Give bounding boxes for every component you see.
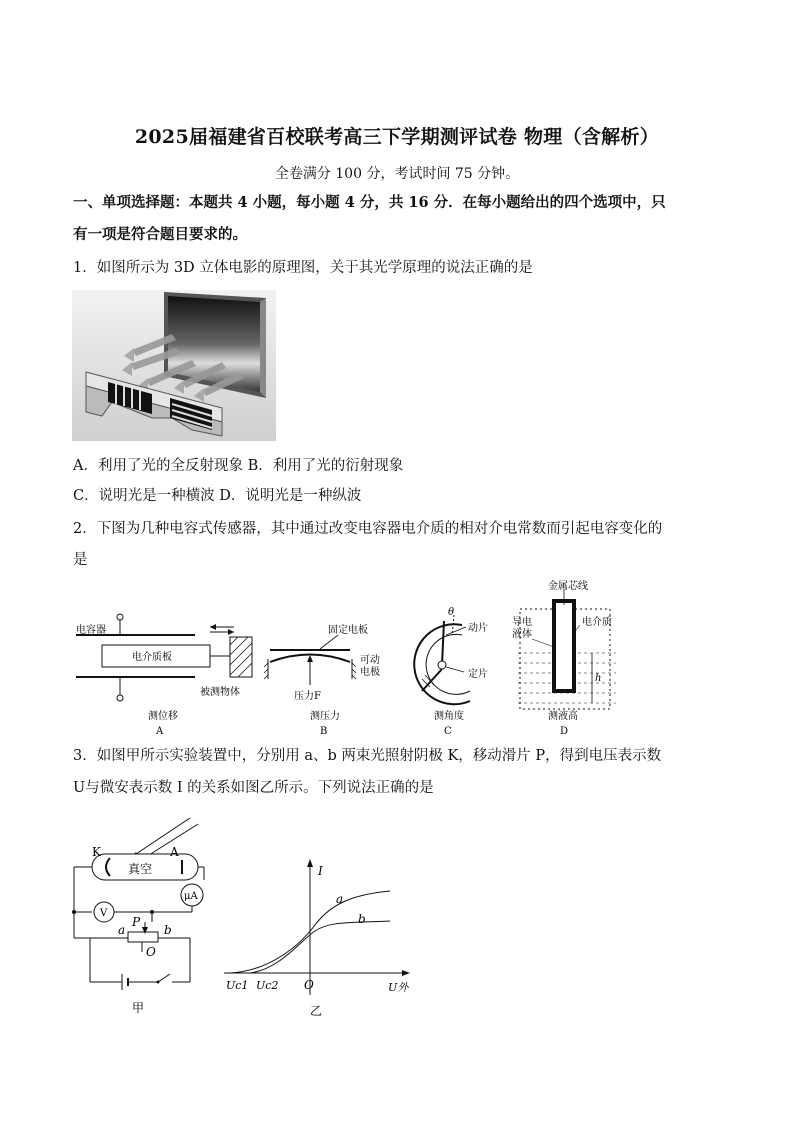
page-title: 2025届福建省百校联考高三下学期测评试卷 物理（含解析） (134, 126, 660, 148)
label-movable-1: 可动 (360, 655, 380, 666)
curve-b (250, 921, 390, 973)
label-movable-2: 电极 (360, 667, 380, 678)
caption-c: 测角度 (434, 711, 464, 722)
label-liquid-1: 导电 (512, 617, 532, 628)
axis-label-U: U外 (388, 981, 409, 994)
caption-jia: 甲 (132, 1001, 145, 1015)
caption-yi: 乙 (310, 1004, 323, 1018)
label-dielectric-d: 电介质 (582, 617, 612, 628)
q2-figure-a (76, 614, 252, 737)
section-heading-line1: 一、单项选择题：本题共 4 小题，每小题 4 分，共 16 分．在每小题给出的四个选项中，只 (73, 194, 666, 211)
letter-d: D (560, 726, 569, 737)
label-a-end: a (118, 923, 126, 937)
letter-a: A (156, 726, 164, 737)
question-3-stem-line2: U与微安表示数 I 的关系如图乙所示。下列说法正确的是 (73, 780, 434, 796)
q2-figure-d (512, 579, 616, 737)
letter-b: B (320, 726, 328, 737)
label-theta: θ (448, 607, 455, 618)
label-dielectric-plate: 电介质板 (132, 652, 172, 663)
caption-d: 测液高 (548, 711, 578, 722)
q2-figure-c (414, 607, 488, 737)
caption-b: 测压力 (310, 711, 340, 722)
label-liquid-2: 液体 (512, 629, 532, 640)
caption-a: 测位移 (148, 711, 178, 722)
question-2-stem-line1: 2．下图为几种电容式传感器，其中通过改变电容器电介质的相对介电常数而引起电容变化的 (73, 521, 663, 537)
question-3-stem-line1: 3．如图甲所示实验装置中，分别用 a、b 两束光照射阴极 K，移动滑片 P，得到电压表示数 (73, 748, 662, 764)
q1-3d-movie-figure (72, 290, 276, 441)
label-vacuum: 真空 (128, 862, 153, 876)
q3-iv-graph (220, 855, 420, 1025)
microammeter-icon: μA (184, 891, 198, 902)
label-K: K (92, 845, 101, 859)
question-1-stem: 1．如图所示为 3D 立体电影的原理图，关于其光学原理的说法正确的是 (73, 260, 533, 276)
label-b-end: b (164, 923, 172, 937)
label-fixed-plate-c: 定片 (468, 669, 488, 680)
label-h: h (595, 673, 602, 684)
letter-c: C (444, 726, 452, 737)
label-fixed-plate: 固定电板 (328, 625, 368, 636)
curve-label-b: b (358, 912, 366, 926)
label-Uc1: Uc1 (226, 979, 249, 992)
label-A: A (170, 845, 179, 859)
q2-figure-b (264, 623, 380, 737)
question-2-stem-line2: 是 (73, 552, 88, 568)
curve-label-a: a (336, 892, 344, 906)
question-1-options-ab: A．利用了光的全反射现象 B．利用了光的衍射现象 (73, 458, 404, 474)
label-capacitor: 电容器 (76, 625, 106, 636)
label-metal-wire: 金属芯线 (548, 581, 588, 592)
voltmeter-icon: V (100, 908, 108, 919)
label-O-point: O (146, 945, 156, 959)
label-measured-object: 被测物体 (200, 687, 240, 698)
section-heading-line2: 有一项是符合题目要求的。 (73, 226, 247, 243)
label-pressure: 压力F (294, 691, 321, 702)
q3-circuit-figure (70, 810, 220, 1020)
label-Uc2: Uc2 (256, 979, 279, 992)
exam-info: 全卷满分 100 分，考试时间 75 分钟。 (274, 166, 520, 182)
q2-capacitor-sensors-figure (70, 575, 630, 740)
label-moving-plate: 动片 (468, 623, 488, 634)
question-1-options-cd: C．说明光是一种横波 D．说明光是一种纵波 (73, 488, 362, 504)
label-P: P (132, 915, 141, 929)
axis-label-I: I (318, 864, 323, 878)
origin-label: O (304, 978, 314, 992)
